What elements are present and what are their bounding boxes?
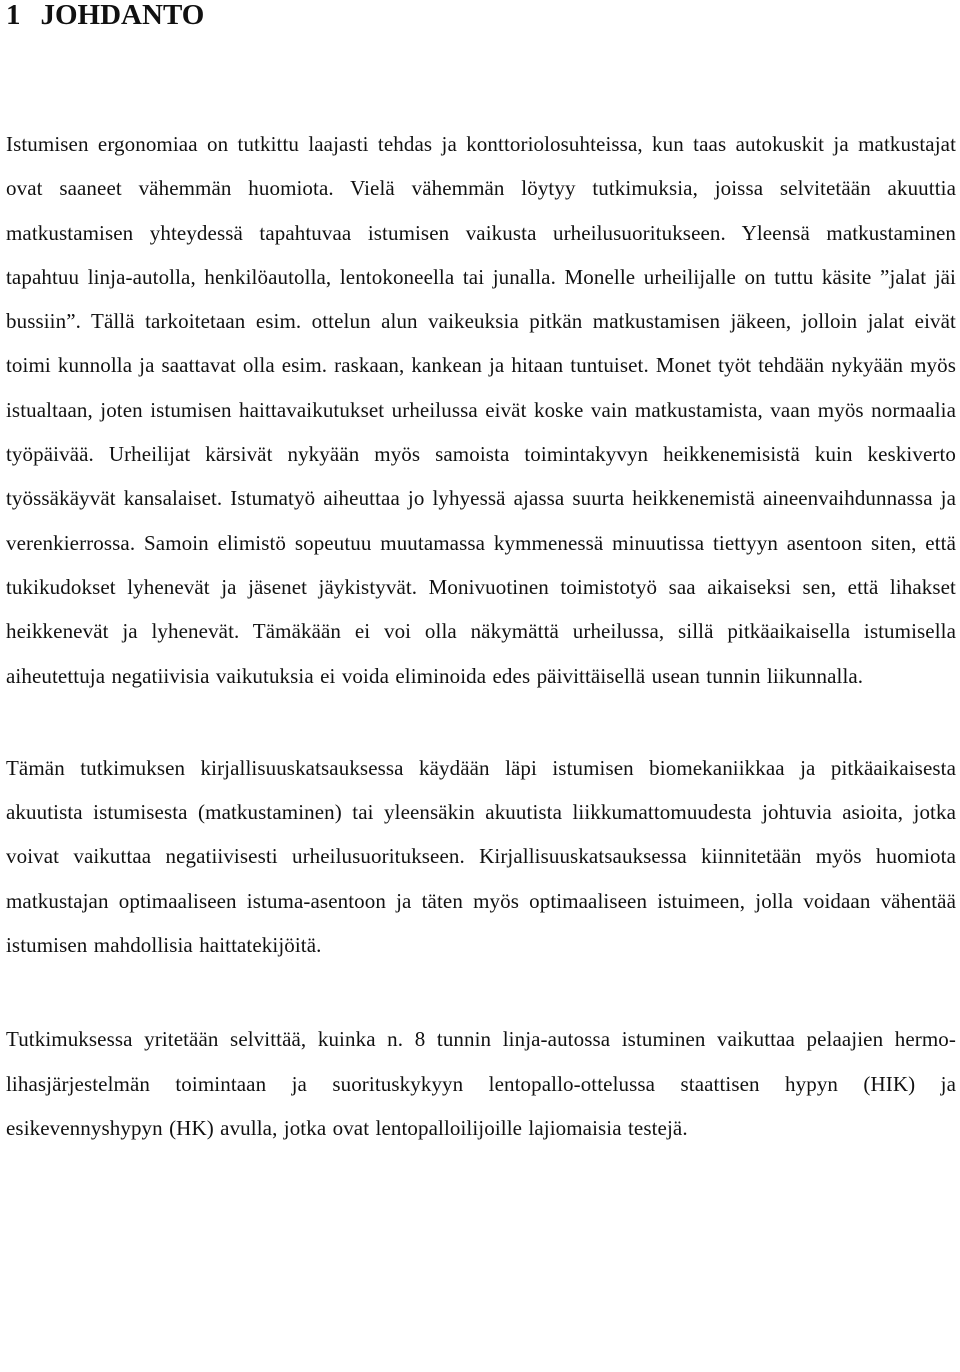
chapter-number: 1 [6, 0, 21, 31]
chapter-heading [6, 0, 956, 30]
paragraph-introduction: Istumisen ergonomiaa on tutkittu laajasti tehdas ja konttoriolosuhteissa, kun taas autokuskit ja matkustajat ovat saaneet vähemmän huomiota. Vielä vähemmän löytyy tutkimuksia, joissa selvitetään akuuttia matkustamisen yhteydessä tapahtuvaa istumisen vaikusta urheilusuoritukseen. Yleensä matkustaminen tapahtuu linja-autolla, henkilöautolla, lentokoneella tai junalla. Monelle urheilijalle on tuttu käsite ”jalat jäi bussiin”. Tällä tarkoitetaan esim. ottelun alun vaikeuksia pitkän matkustamisen jäkeen, jolloin jalat eivät toimi kunnolla ja saattavat olla esim. raskaan, kankean ja hitaan tuntuiset. Monet työt tehdään nykyään myös istualtaan, joten istumisen haittavaikutukset urheilussa eivät koske vain matkustamista, vaan myös normaalia työpäivää. Urheilijat kärsivät nykyään myös samoista toimintakyvyn heikkenemisistä kuin keskiverto työssäkäyvät kansalaiset. Istumatyö aiheuttaa jo lyhyessä ajassa suurta heikkenemistä aineenvaihdunnassa ja verenkierrossa. Samoin elimistö sopeutuu muutamassa kymmenessä minuutissa tiettyyn asentoon siten, että tukikudokset lyhenevät ja jäsenet jäykistyvät. Monivuotinen toimistotyö saa aikaiseksi sen, että lihakset heikkenevät ja lyhenevät. Tämäkään ei voi olla näkymättä urheilussa, sillä pitkäaikaisella istumisella aiheutettuja negatiivisia vaikutuksia ei voida eliminoida edes päivittäisellä usean tunnin liikunnalla. [6, 132, 956, 688]
chapter-title: JOHDANTO [40, 0, 205, 31]
paragraph-study-aim: Tutkimuksessa yritetään selvittää, kuinka n. 8 tunnin linja-autossa istuminen vaikuttaa pelaajien hermo-lihasjärjestelmän toimintaan ja suorituskykyyn lentopallo-ottelussa staattisen hypyn (HIK) ja esikevennyshypyn (HK) avulla, jotka ovat lentopalloilijoille lajiomaisia testejä. [6, 1027, 956, 1140]
document-page [6, 0, 956, 1150]
paragraph-literature-review: Tämän tutkimuksen kirjallisuuskatsauksessa käydään läpi istumisen biomekaniikkaa ja pitkäaikaisesta akuutista istumisesta (matkustaminen) tai yleensäkin akuutista liikkumattomuudesta johtuvia asioita, jotka voivat vaikuttaa negatiivisesti urheilusuoritukseen. Kirjallisuuskatsauksessa kiinnitetään myös huomiota matkustajan optimaaliseen istuma-asentoon ja täten myös optimaaliseen istuimeen, jolla voidaan vähentää istumisen mahdollisia haittatekijöitä. [6, 755, 956, 958]
